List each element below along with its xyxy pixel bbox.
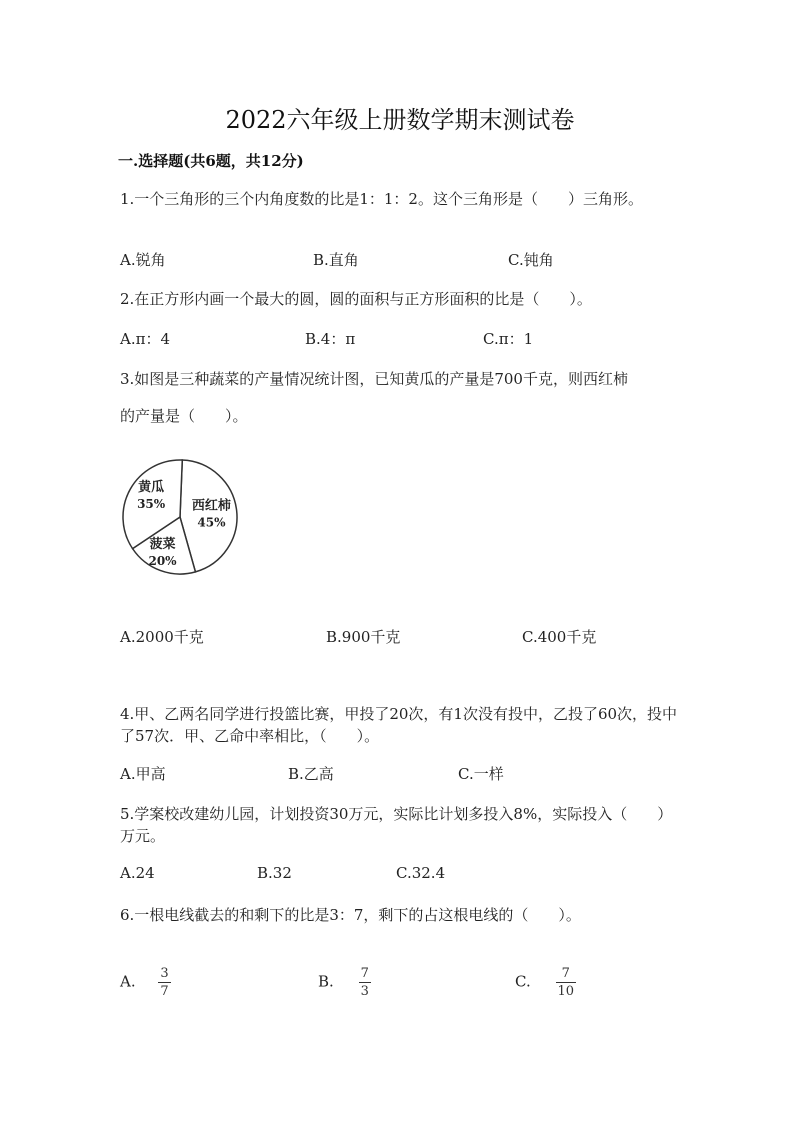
pie-chart	[118, 455, 258, 585]
question-4: 4.甲、乙两名同学进行投篮比赛，甲投了20次，有1次没有投中，乙投了60次，投中了57次．甲、乙命中率相比，（ ）。	[120, 705, 678, 745]
q5-option-b[interactable]: B.32	[257, 864, 292, 882]
q6-option-b[interactable]	[318, 966, 371, 999]
question-6: 6.一根电线截去的和剩下的比是3：7，剩下的占这根电线的（ ）。	[120, 906, 581, 924]
q5-option-c[interactable]: C.32.4	[396, 864, 446, 882]
q3-option-c[interactable]: C.400千克	[522, 628, 597, 646]
q3-option-a[interactable]: A.2000千克	[120, 628, 204, 646]
fraction-bar	[556, 982, 577, 983]
page-title: 2022六年级上册数学期末测试卷	[225, 106, 575, 134]
fraction-bar	[158, 982, 170, 983]
q1-option-b[interactable]: B.直角	[313, 251, 359, 269]
q3-option-b[interactable]: B.900千克	[326, 628, 401, 646]
q6-option-b-letter: B.	[318, 972, 334, 991]
q5-option-a[interactable]: A.24	[120, 864, 155, 882]
q1-option-c[interactable]: C.钝角	[508, 251, 554, 269]
question-3-line-1: 3.如图是三种蔬菜的产量情况统计图，已知黄瓜的产量是700千克，则西红柿	[120, 370, 628, 388]
fraction-numerator: 7	[360, 966, 369, 981]
fraction-denominator: 10	[557, 984, 575, 999]
fraction-denominator: 7	[160, 984, 169, 999]
q6-option-a[interactable]	[120, 966, 171, 999]
q6-option-c[interactable]	[515, 966, 576, 999]
fraction-bar	[359, 982, 371, 983]
q2-option-a[interactable]: A.π：4	[120, 330, 171, 348]
q6-option-a-letter: A.	[120, 972, 136, 991]
q2-option-b[interactable]: B.4：π	[305, 330, 356, 348]
pie-slice-name: 黄瓜	[138, 480, 165, 496]
question-5: 5.学案校改建幼儿园，计划投资30万元，实际比计划多投入8%，实际投入（ ）万元。	[120, 805, 673, 845]
pie-slice-percent: 45%	[197, 515, 226, 530]
fraction-numerator: 3	[160, 966, 169, 981]
section-heading: 一.选择题(共6题，共12分)	[118, 152, 304, 170]
pie-slice-name: 西红柿	[191, 498, 231, 514]
q2-option-c[interactable]: C.π：1	[483, 330, 534, 348]
q6-option-c-letter: C.	[515, 972, 531, 991]
fraction-numerator: 7	[561, 966, 570, 981]
question-1: 1.一个三角形的三个内角度数的比是1：1：2。这个三角形是（ ）三角形。	[120, 190, 643, 208]
fraction-denominator: 3	[360, 984, 369, 999]
q6-option-b-fraction	[359, 966, 371, 999]
pie-slice-name: 菠菜	[149, 537, 176, 553]
q4-option-a[interactable]: A.甲高	[120, 765, 166, 783]
question-3-line-2: 的产量是（ ）。	[120, 407, 248, 425]
pie-slice-percent: 35%	[137, 497, 166, 512]
question-2: 2.在正方形内画一个最大的圆，圆的面积与正方形面积的比是（ ）。	[120, 290, 592, 308]
q1-option-a[interactable]: A.锐角	[120, 251, 166, 269]
q6-option-a-fraction	[158, 966, 170, 999]
pie-slice-percent: 20%	[148, 554, 177, 569]
q6-option-c-fraction	[556, 966, 577, 999]
q4-option-b[interactable]: B.乙高	[288, 765, 334, 783]
q4-option-c[interactable]: C.一样	[458, 765, 504, 783]
